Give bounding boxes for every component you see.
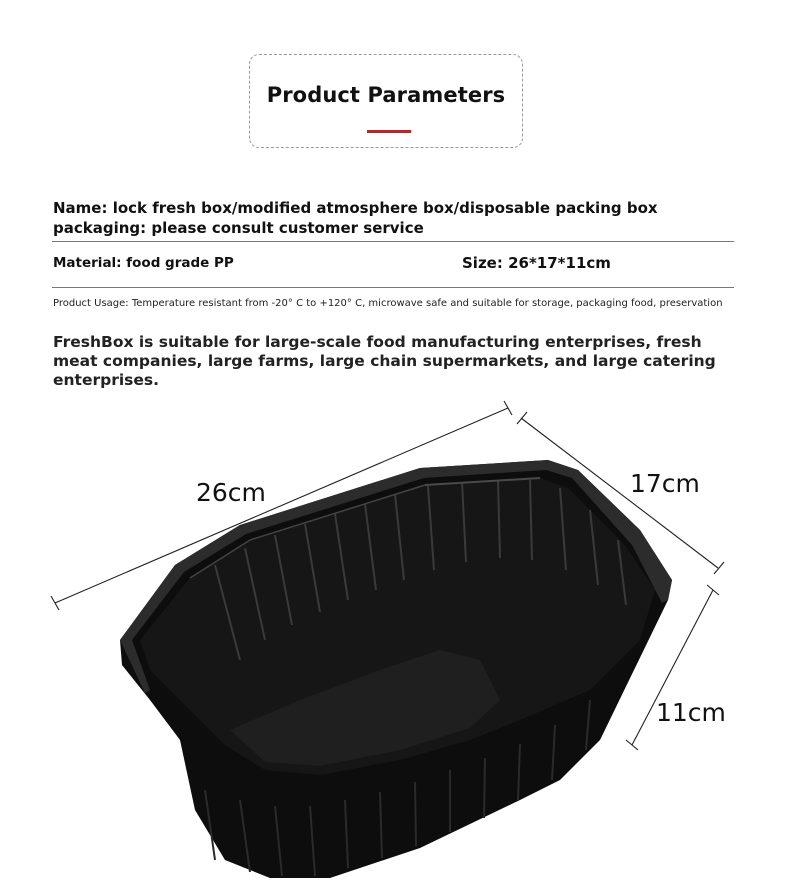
dimension-length-label: 26cm [196,478,266,507]
product-description: FreshBox is suitable for large-scale food manufacturing enterprises, fresh meat companies, large farms, large chain supermarkets, and large catering enterprises. [53,333,716,389]
product-name-line-2: packaging: please consult customer service [53,219,424,237]
size-spec: Size: 26*17*11cm [462,254,611,272]
divider [52,287,734,288]
product-usage: Product Usage: Temperature resistant from -20° C to +120° C, microwave safe and suitable for storage, packaging food, preservation [53,298,723,309]
product-name [53,198,743,238]
product-name-line-1: Name: lock fresh box/modified atmosphere box/disposable packing box [53,199,658,217]
title-underline [367,130,411,133]
dimension-height-label: 11cm [656,698,726,727]
dimension-width-label: 17cm [630,469,700,498]
black-plastic-tray-icon [120,460,672,878]
material-spec: Material: food grade PP [53,255,234,271]
divider [52,241,734,242]
title-box [249,54,523,148]
product-image [0,390,790,890]
page-title: Product Parameters [266,83,506,107]
